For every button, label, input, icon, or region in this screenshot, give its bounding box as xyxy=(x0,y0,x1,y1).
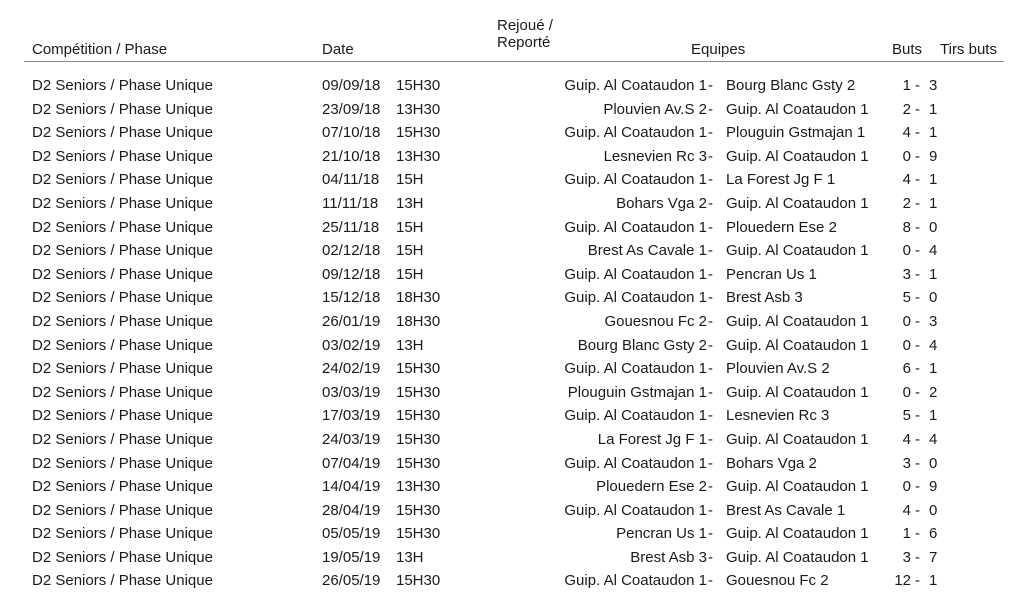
team-separator: - xyxy=(708,100,713,118)
away-goals-cell: 1 xyxy=(929,194,938,212)
time-cell: 13H30 xyxy=(396,100,441,118)
away-goals-cell: 1 xyxy=(929,407,938,425)
score-separator: - xyxy=(915,336,920,354)
date-cell: 24/03/19 xyxy=(322,430,381,448)
competition-cell: D2 Seniors / Phase Unique xyxy=(32,360,213,378)
competition-cell: D2 Seniors / Phase Unique xyxy=(32,548,213,566)
home-goals-cell: 4 xyxy=(902,430,911,448)
away-goals-cell: 0 xyxy=(929,454,938,472)
away-goals-cell: 1 xyxy=(929,171,938,189)
date-cell: 19/05/19 xyxy=(322,548,381,566)
score-separator: - xyxy=(915,478,920,496)
competition-cell: D2 Seniors / Phase Unique xyxy=(32,289,213,307)
away-team-cell: Guip. Al Coataudon 1 xyxy=(726,478,869,496)
home-team-cell: Bohars Vga 2 xyxy=(616,194,707,212)
score-separator: - xyxy=(915,265,920,283)
score-separator: - xyxy=(915,147,920,165)
away-goals-cell: 1 xyxy=(929,124,938,142)
competition-cell: D2 Seniors / Phase Unique xyxy=(32,501,213,519)
team-separator: - xyxy=(708,265,713,283)
table-row xyxy=(0,77,1024,101)
home-goals-cell: 1 xyxy=(902,77,911,94)
away-goals-cell: 1 xyxy=(929,572,938,590)
date-cell: 05/05/19 xyxy=(322,525,381,543)
home-team-cell: Pencran Us 1 xyxy=(616,525,707,543)
home-team-cell: Plouvien Av.S 2 xyxy=(603,100,707,118)
home-team-cell: Guip. Al Coataudon 1 xyxy=(564,265,707,283)
time-cell: 15H xyxy=(396,171,424,189)
competition-cell: D2 Seniors / Phase Unique xyxy=(32,336,213,354)
matches-table xyxy=(0,77,1024,596)
team-separator: - xyxy=(708,360,713,378)
table-row xyxy=(0,525,1024,549)
away-team-cell: Brest Asb 3 xyxy=(726,289,803,307)
header-buts: Buts xyxy=(892,41,923,58)
competition-cell: D2 Seniors / Phase Unique xyxy=(32,265,213,283)
away-team-cell: Guip. Al Coataudon 1 xyxy=(726,147,869,165)
table-row xyxy=(0,313,1024,337)
competition-cell: D2 Seniors / Phase Unique xyxy=(32,312,213,330)
home-goals-cell: 12 xyxy=(894,572,911,590)
away-goals-cell: 4 xyxy=(929,336,938,354)
table-row xyxy=(0,195,1024,219)
competition-cell: D2 Seniors / Phase Unique xyxy=(32,430,213,448)
competition-cell: D2 Seniors / Phase Unique xyxy=(32,124,213,142)
home-team-cell: Bourg Blanc Gsty 2 xyxy=(577,336,707,354)
home-team-cell: Lesnevien Rc 3 xyxy=(603,147,707,165)
header-divider xyxy=(24,61,1004,62)
home-team-cell: Guip. Al Coataudon 1 xyxy=(564,454,707,472)
date-cell: 02/12/18 xyxy=(322,242,381,260)
away-goals-cell: 4 xyxy=(929,242,938,260)
home-goals-cell: 0 xyxy=(902,147,911,165)
home-team-cell: Gouesnou Fc 2 xyxy=(604,312,707,330)
table-row xyxy=(0,360,1024,384)
table-row xyxy=(0,171,1024,195)
away-team-cell: Guip. Al Coataudon 1 xyxy=(726,525,869,543)
header-rejoue-reporte: Rejoué / Reporté xyxy=(497,17,553,51)
competition-cell: D2 Seniors / Phase Unique xyxy=(32,407,213,425)
home-team-cell: Plouguin Gstmajan 1 xyxy=(567,383,707,401)
score-separator: - xyxy=(915,525,920,543)
home-team-cell: Guip. Al Coataudon 1 xyxy=(564,218,707,236)
time-cell: 15H xyxy=(396,265,424,283)
competition-cell: D2 Seniors / Phase Unique xyxy=(32,478,213,496)
home-goals-cell: 0 xyxy=(902,383,911,401)
away-goals-cell: 1 xyxy=(929,360,938,378)
away-team-cell: Guip. Al Coataudon 1 xyxy=(726,430,869,448)
team-separator: - xyxy=(708,478,713,496)
table-row xyxy=(0,289,1024,313)
date-cell: 04/11/18 xyxy=(322,171,380,189)
table-row xyxy=(0,219,1024,243)
team-separator: - xyxy=(708,289,713,307)
away-team-cell: Guip. Al Coataudon 1 xyxy=(726,548,869,566)
time-cell: 15H30 xyxy=(396,360,441,378)
away-goals-cell: 1 xyxy=(929,100,938,118)
competition-cell: D2 Seniors / Phase Unique xyxy=(32,242,213,260)
away-team-cell: Guip. Al Coataudon 1 xyxy=(726,242,869,260)
table-row xyxy=(0,407,1024,431)
away-goals-cell: 2 xyxy=(929,383,938,401)
home-goals-cell: 4 xyxy=(902,171,911,189)
away-goals-cell: 9 xyxy=(929,147,938,165)
away-goals-cell: 6 xyxy=(929,525,938,543)
team-separator: - xyxy=(708,171,713,189)
score-separator: - xyxy=(915,124,920,142)
home-goals-cell: 3 xyxy=(902,454,911,472)
date-cell: 09/09/18 xyxy=(322,77,381,94)
competition-cell: D2 Seniors / Phase Unique xyxy=(32,572,213,590)
team-separator: - xyxy=(708,383,713,401)
home-team-cell: Guip. Al Coataudon 1 xyxy=(564,289,707,307)
competition-cell: D2 Seniors / Phase Unique xyxy=(32,194,213,212)
home-goals-cell: 6 xyxy=(902,360,911,378)
time-cell: 13H30 xyxy=(396,147,441,165)
competition-cell: D2 Seniors / Phase Unique xyxy=(32,383,213,401)
team-separator: - xyxy=(708,242,713,260)
away-goals-cell: 0 xyxy=(929,218,938,236)
time-cell: 18H30 xyxy=(396,312,441,330)
home-goals-cell: 2 xyxy=(902,100,911,118)
score-separator: - xyxy=(915,171,920,189)
home-goals-cell: 0 xyxy=(902,336,911,354)
team-separator: - xyxy=(708,501,713,519)
team-separator: - xyxy=(708,548,713,566)
away-team-cell: Bohars Vga 2 xyxy=(726,454,817,472)
score-separator: - xyxy=(915,312,920,330)
home-team-cell: Guip. Al Coataudon 1 xyxy=(564,407,707,425)
table-row xyxy=(0,549,1024,573)
team-separator: - xyxy=(708,77,713,94)
competition-cell: D2 Seniors / Phase Unique xyxy=(32,454,213,472)
away-team-cell: Plouvien Av.S 2 xyxy=(726,360,830,378)
away-team-cell: Lesnevien Rc 3 xyxy=(726,407,830,425)
home-team-cell: Guip. Al Coataudon 1 xyxy=(564,501,707,519)
home-team-cell: Guip. Al Coataudon 1 xyxy=(564,360,707,378)
team-separator: - xyxy=(708,124,713,142)
header-competition: Compétition / Phase xyxy=(32,41,168,58)
date-cell: 28/04/19 xyxy=(322,501,381,519)
table-row xyxy=(0,455,1024,479)
home-goals-cell: 3 xyxy=(902,265,911,283)
home-goals-cell: 2 xyxy=(902,194,911,212)
home-goals-cell: 0 xyxy=(902,312,911,330)
score-separator: - xyxy=(915,572,920,590)
competition-cell: D2 Seniors / Phase Unique xyxy=(32,525,213,543)
score-separator: - xyxy=(915,77,920,94)
home-goals-cell: 5 xyxy=(902,407,911,425)
home-team-cell: Brest As Cavale 1 xyxy=(587,242,707,260)
away-goals-cell: 3 xyxy=(929,77,938,94)
table-row xyxy=(0,502,1024,526)
home-team-cell: Guip. Al Coataudon 1 xyxy=(564,124,707,142)
time-cell: 15H30 xyxy=(396,383,441,401)
home-goals-cell: 0 xyxy=(902,242,911,260)
date-cell: 07/04/19 xyxy=(322,454,381,472)
away-goals-cell: 1 xyxy=(929,265,938,283)
score-separator: - xyxy=(915,454,920,472)
date-cell: 23/09/18 xyxy=(322,100,381,118)
time-cell: 13H xyxy=(396,194,424,212)
score-separator: - xyxy=(915,100,920,118)
header-tirs-buts: Tirs buts xyxy=(940,41,997,58)
header-equipes: Equipes xyxy=(691,41,746,58)
score-separator: - xyxy=(915,242,920,260)
table-row xyxy=(0,431,1024,455)
away-team-cell: Guip. Al Coataudon 1 xyxy=(726,194,869,212)
away-goals-cell: 7 xyxy=(929,548,938,566)
score-separator: - xyxy=(915,218,920,236)
away-goals-cell: 0 xyxy=(929,289,938,307)
table-row xyxy=(0,148,1024,172)
time-cell: 15H xyxy=(396,218,424,236)
home-team-cell: Guip. Al Coataudon 1 xyxy=(564,572,707,590)
time-cell: 15H30 xyxy=(396,124,441,142)
away-goals-cell: 9 xyxy=(929,478,938,496)
away-goals-cell: 4 xyxy=(929,430,938,448)
score-separator: - xyxy=(915,360,920,378)
header-date: Date xyxy=(322,41,354,58)
home-team-cell: Guip. Al Coataudon 1 xyxy=(564,171,707,189)
away-team-cell: Pencran Us 1 xyxy=(726,265,817,283)
away-team-cell: La Forest Jg F 1 xyxy=(726,171,836,189)
table-row xyxy=(0,572,1024,596)
table-row xyxy=(0,101,1024,125)
away-team-cell: Plouguin Gstmajan 1 xyxy=(726,124,866,142)
away-goals-cell: 3 xyxy=(929,312,938,330)
away-team-cell: Guip. Al Coataudon 1 xyxy=(726,312,869,330)
date-cell: 14/04/19 xyxy=(322,478,381,496)
team-separator: - xyxy=(708,525,713,543)
score-separator: - xyxy=(915,407,920,425)
team-separator: - xyxy=(708,147,713,165)
date-cell: 25/11/18 xyxy=(322,218,380,236)
home-goals-cell: 0 xyxy=(902,478,911,496)
date-cell: 26/05/19 xyxy=(322,572,381,590)
time-cell: 15H xyxy=(396,242,424,260)
competition-cell: D2 Seniors / Phase Unique xyxy=(32,77,213,94)
away-team-cell: Brest As Cavale 1 xyxy=(726,501,846,519)
home-team-cell: La Forest Jg F 1 xyxy=(597,430,707,448)
date-cell: 26/01/19 xyxy=(322,312,381,330)
home-goals-cell: 5 xyxy=(902,289,911,307)
time-cell: 15H30 xyxy=(396,77,441,94)
away-team-cell: Guip. Al Coataudon 1 xyxy=(726,336,869,354)
team-separator: - xyxy=(708,430,713,448)
home-goals-cell: 8 xyxy=(902,218,911,236)
date-cell: 21/10/18 xyxy=(322,147,381,165)
time-cell: 13H30 xyxy=(396,478,441,496)
team-separator: - xyxy=(708,336,713,354)
date-cell: 17/03/19 xyxy=(322,407,381,425)
time-cell: 13H xyxy=(396,336,424,354)
away-goals-cell: 0 xyxy=(929,501,938,519)
date-cell: 07/10/18 xyxy=(322,124,381,142)
team-separator: - xyxy=(708,454,713,472)
table-row xyxy=(0,242,1024,266)
home-goals-cell: 4 xyxy=(902,124,911,142)
date-cell: 24/02/19 xyxy=(322,360,381,378)
competition-cell: D2 Seniors / Phase Unique xyxy=(32,147,213,165)
time-cell: 15H30 xyxy=(396,572,441,590)
competition-cell: D2 Seniors / Phase Unique xyxy=(32,100,213,118)
table-row xyxy=(0,478,1024,502)
table-row xyxy=(0,266,1024,290)
score-separator: - xyxy=(915,501,920,519)
date-cell: 03/02/19 xyxy=(322,336,381,354)
home-team-cell: Plouedern Ese 2 xyxy=(596,478,707,496)
date-cell: 03/03/19 xyxy=(322,383,381,401)
score-separator: - xyxy=(915,289,920,307)
date-cell: 15/12/18 xyxy=(322,289,381,307)
competition-cell: D2 Seniors / Phase Unique xyxy=(32,218,213,236)
time-cell: 18H30 xyxy=(396,289,441,307)
score-separator: - xyxy=(915,548,920,566)
team-separator: - xyxy=(708,572,713,590)
team-separator: - xyxy=(708,218,713,236)
date-cell: 11/11/18 xyxy=(322,194,379,212)
away-team-cell: Guip. Al Coataudon 1 xyxy=(726,100,869,118)
away-team-cell: Plouedern Ese 2 xyxy=(726,218,837,236)
table-row xyxy=(0,124,1024,148)
time-cell: 15H30 xyxy=(396,454,441,472)
home-goals-cell: 1 xyxy=(902,525,911,543)
time-cell: 13H xyxy=(396,548,424,566)
table-row xyxy=(0,384,1024,408)
team-separator: - xyxy=(708,312,713,330)
home-goals-cell: 4 xyxy=(902,501,911,519)
home-goals-cell: 3 xyxy=(902,548,911,566)
home-team-cell: Guip. Al Coataudon 1 xyxy=(564,77,707,94)
away-team-cell: Gouesnou Fc 2 xyxy=(726,572,829,590)
date-cell: 09/12/18 xyxy=(322,265,381,283)
time-cell: 15H30 xyxy=(396,407,441,425)
time-cell: 15H30 xyxy=(396,430,441,448)
score-separator: - xyxy=(915,430,920,448)
home-team-cell: Brest Asb 3 xyxy=(630,548,707,566)
table-row xyxy=(0,337,1024,361)
team-separator: - xyxy=(708,194,713,212)
score-separator: - xyxy=(915,194,920,212)
away-team-cell: Guip. Al Coataudon 1 xyxy=(726,383,869,401)
time-cell: 15H30 xyxy=(396,501,441,519)
competition-cell: D2 Seniors / Phase Unique xyxy=(32,171,213,189)
time-cell: 15H30 xyxy=(396,525,441,543)
away-team-cell: Bourg Blanc Gsty 2 xyxy=(726,77,856,94)
team-separator: - xyxy=(708,407,713,425)
score-separator: - xyxy=(915,383,920,401)
